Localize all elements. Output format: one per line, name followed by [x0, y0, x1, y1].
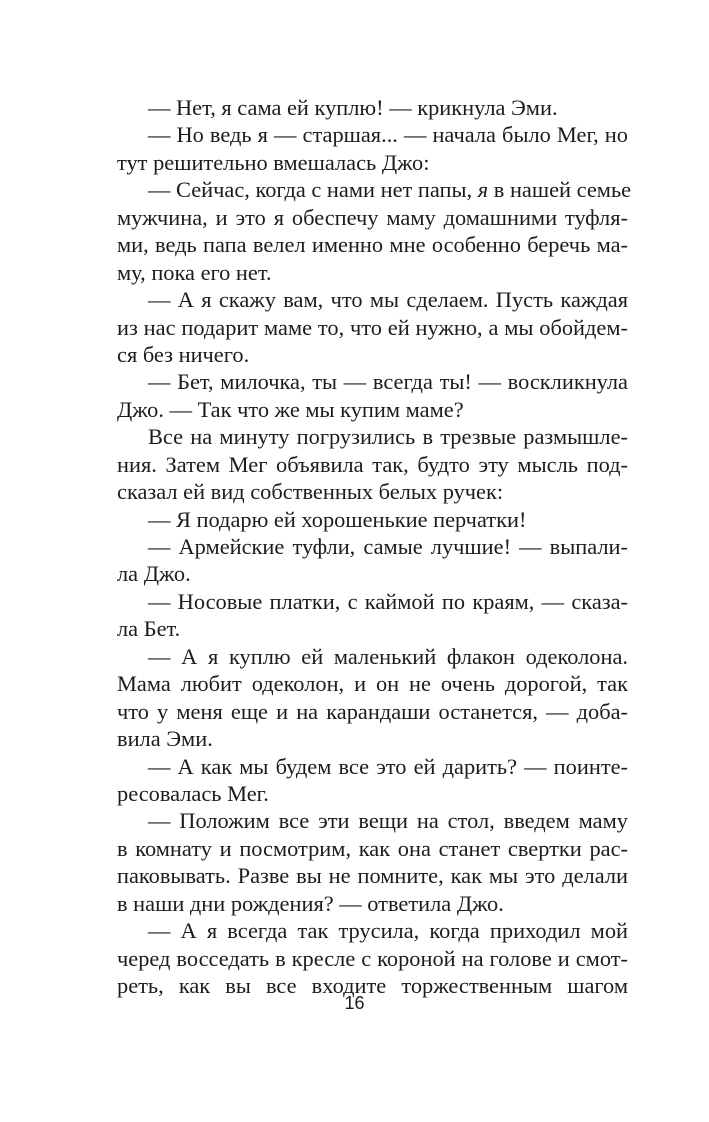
text-line: ми, ведь папа велел именно мне особенно беречь ма-: [117, 232, 628, 258]
text-line: — Армейские туфли, самые лучшие! — выпали-: [148, 534, 628, 559]
text-line: Мама любит одеколон, и он не очень дорогой, так: [117, 671, 628, 697]
text-line: мужчина, и это я обеспечу маму домашними туфля-: [117, 204, 628, 230]
text-line: — Бет, милочка, ты — всегда ты! — воскликнула: [148, 369, 628, 395]
text-line: — А я куплю ей маленький флакон одеколона.: [148, 643, 628, 669]
text-line: — Нет, я сама ей куплю! — крикнула Эми.: [148, 95, 558, 120]
body-text: [117, 94, 632, 999]
italic-emphasis: я: [477, 177, 489, 203]
text-line: — Положим все эти вещи на стол, введем маму: [148, 808, 628, 834]
text-line: в наши дни рождения? — ответила Джо.: [117, 890, 504, 916]
text-line: ся без ничего.: [117, 341, 250, 367]
text-line: черед восседать в кресле с короной на голове и смот-: [117, 945, 628, 971]
text-line: Джо. — Так что же мы купим маме?: [117, 396, 464, 422]
text-line: ла Бет.: [117, 616, 181, 642]
text-line: [117, 176, 632, 203]
text-line: ния. Затем Мег объявила так, будто эту мысль под-: [117, 451, 628, 477]
text-line: — А я всегда так трусила, когда приходил мой: [148, 918, 628, 944]
text-line: сказал ей вид собственных белых ручек:: [117, 479, 504, 505]
text-line: — Я подарю ей хорошенькие перчатки!: [148, 506, 527, 532]
text-line: — А как мы будем все это ей дарить? — поинте-: [148, 753, 628, 779]
text-line: ла Джо.: [117, 561, 191, 587]
page-number: 16: [344, 993, 365, 1013]
text-line: Все на минуту погрузились в трезвые размышле-: [148, 424, 628, 450]
text-line: — Но ведь я — старшая... — начала было Мег, но: [148, 122, 628, 148]
text-line: вила Эми.: [117, 726, 213, 752]
text-fragment: — Сейчас, когда с нами нет папы,: [148, 177, 473, 203]
text-line: реть, как вы все входите торжественным шагом: [117, 973, 628, 998]
text-line: тут решительно вмешалась Джо:: [117, 149, 430, 175]
text-line: в комнату и посмотрим, как она станет свертки рас-: [117, 835, 628, 861]
text-line: что у меня еще и на карандаши останется, — доба-: [117, 698, 628, 724]
text-fragment: в нашей семье: [493, 177, 632, 203]
text-line: паковывать. Разве вы не помните, как мы это делали: [117, 863, 628, 889]
text-line: из нас подарит маме то, что ей нужно, а мы обойдем-: [117, 314, 628, 340]
text-line: му, пока его нет.: [117, 259, 272, 285]
text-line: — Носовые платки, с каймой по краям, — сказа-: [148, 588, 628, 614]
text-line: ресовалась Мег.: [117, 780, 269, 806]
text-line: — А я скажу вам, что мы сделаем. Пусть каждая: [148, 287, 628, 313]
